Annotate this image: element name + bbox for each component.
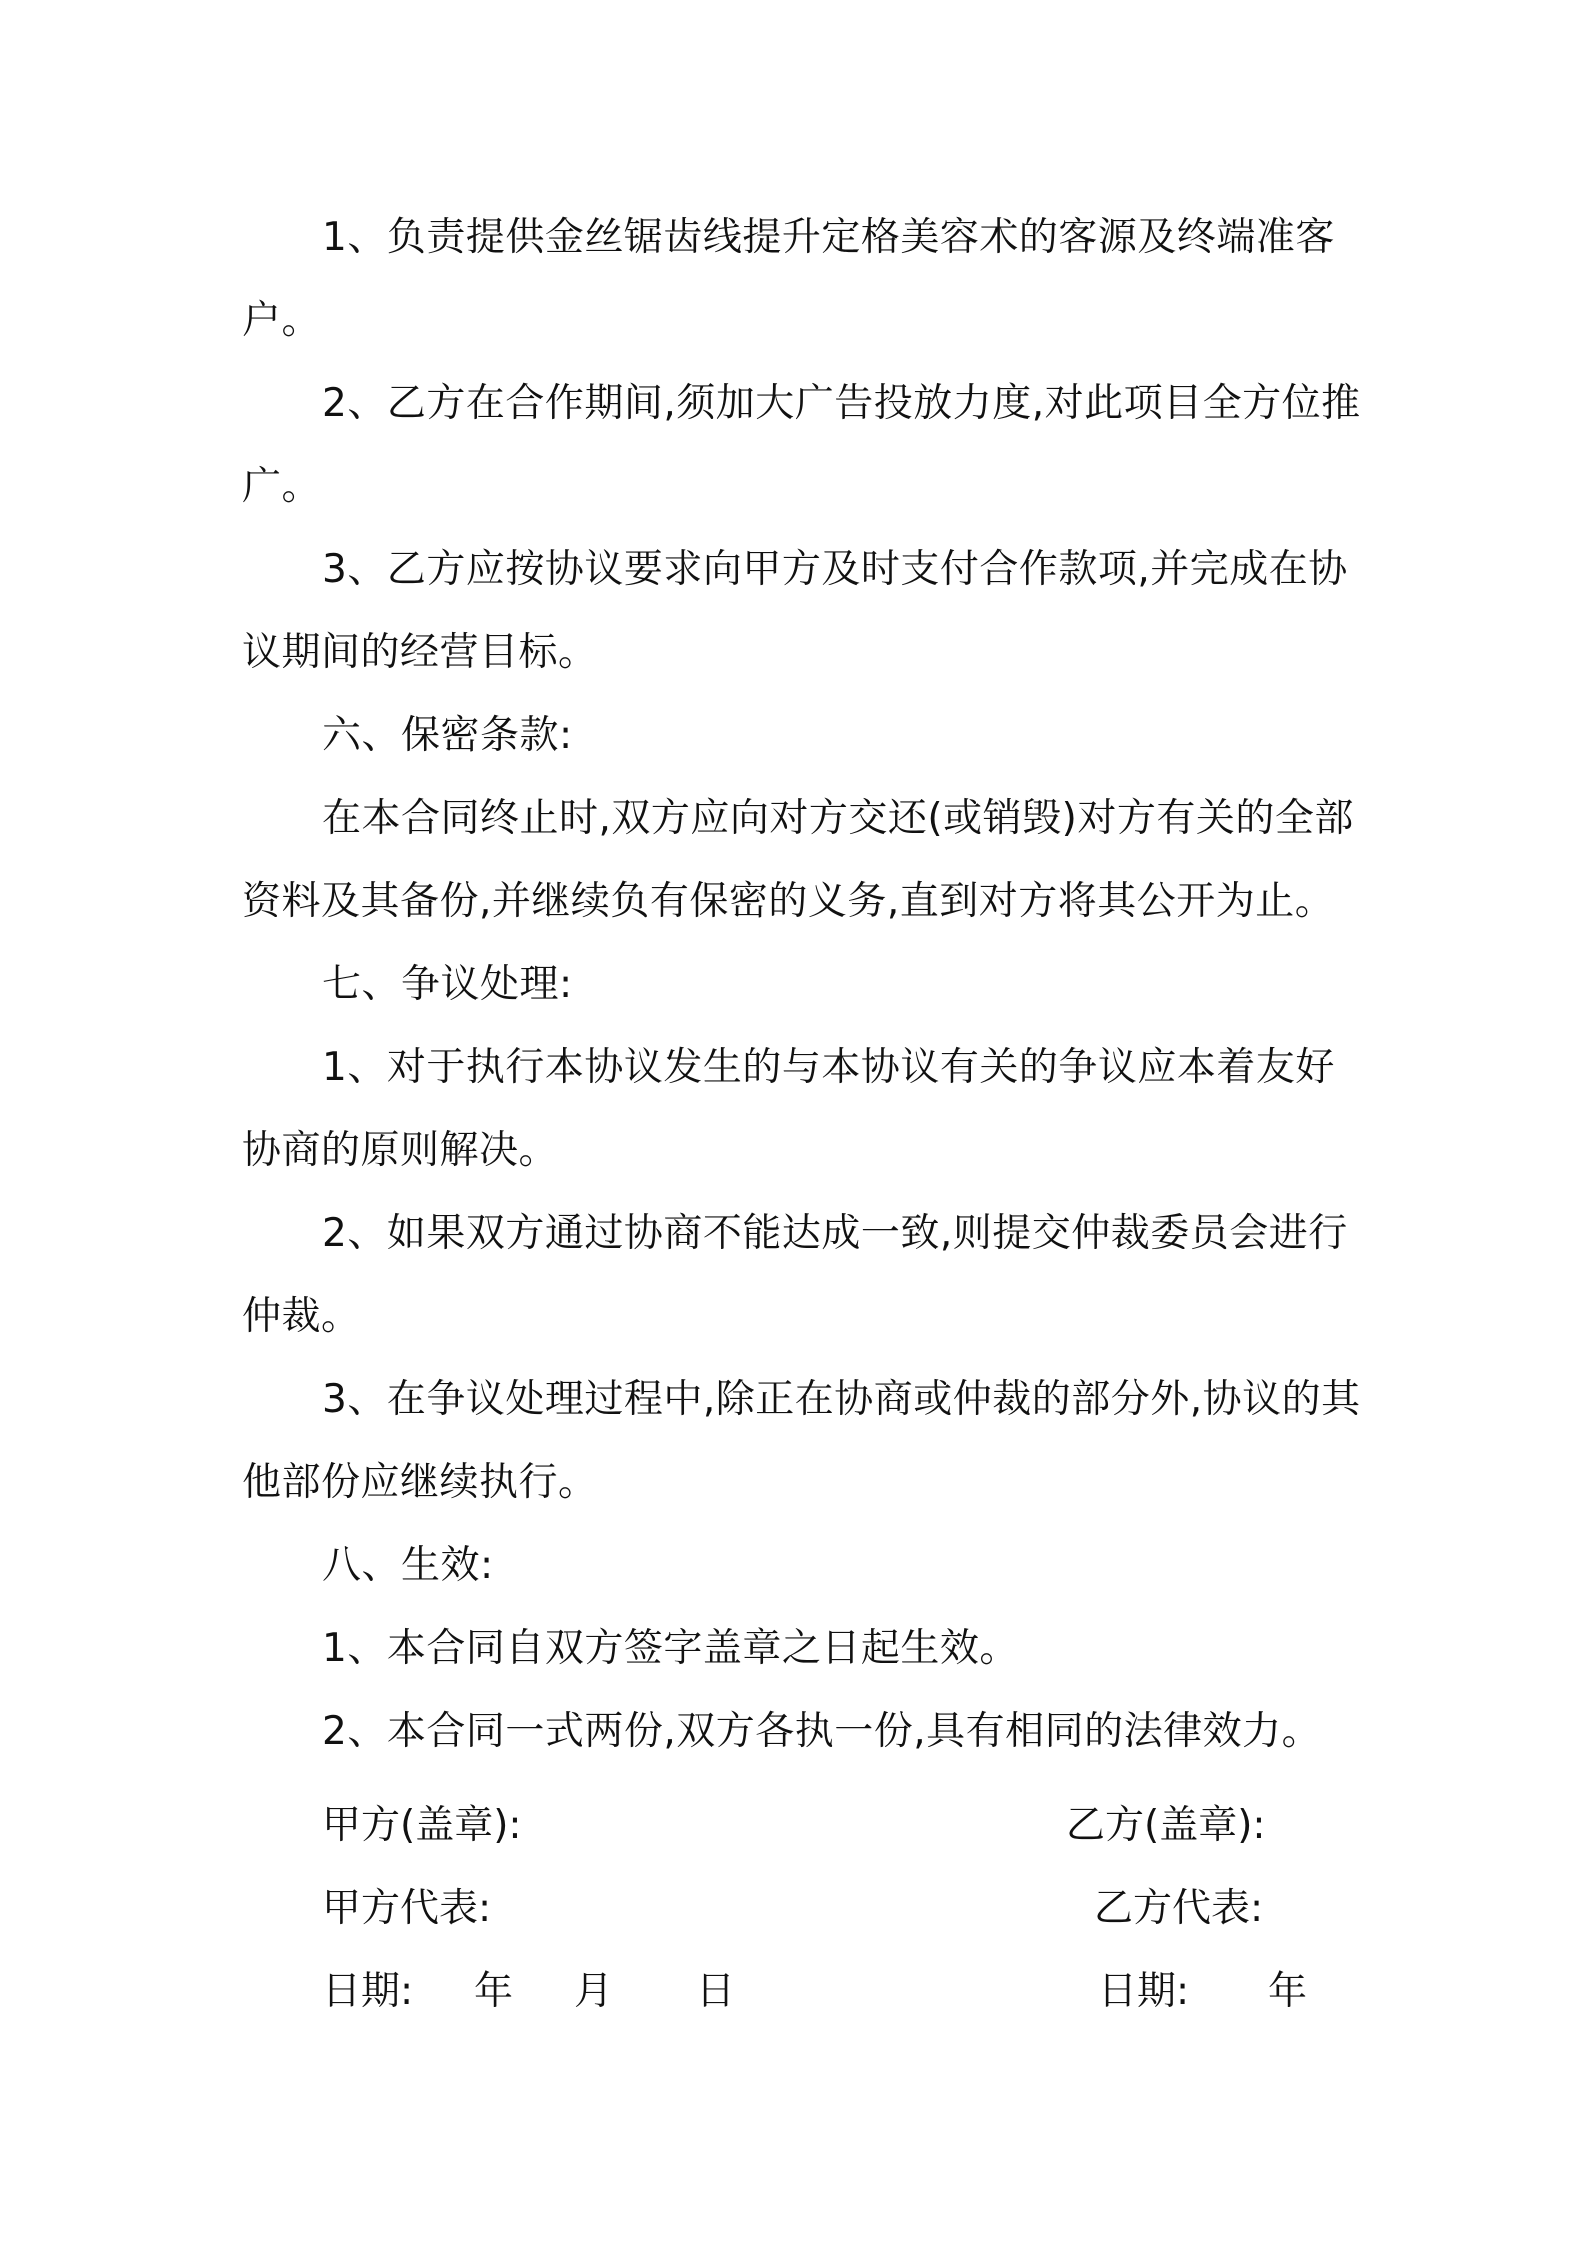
party-a-rep-label: 甲方代表:	[322, 1886, 492, 1931]
clause-b-3: 3、乙方应按协议要求向甲方及时支付合作款项,并完成在协议期间的经营目标。	[242, 547, 1348, 675]
party-a-month: 月	[574, 1969, 614, 2014]
party-b-year: 年	[1268, 1969, 1308, 2014]
section-heading-confidentiality: 六、保密条款:	[322, 713, 573, 758]
contract-body	[242, 196, 1367, 1773]
confidentiality-text: 在本合同终止时,双方应向对方交还(或销毁)对方有关的全部资料及其备份,并继续负有保密的义务,直到对方将其公开为止。	[242, 796, 1354, 924]
party-b-date-label: 日期:	[1098, 1969, 1190, 2014]
party-a-seal-label: 甲方(盖章):	[322, 1803, 522, 1848]
section-heading-dispute: 七、争议处理:	[322, 962, 573, 1007]
section-heading-effect: 八、生效:	[322, 1543, 494, 1588]
party-b-seal-label: 乙方(盖章):	[1066, 1803, 1266, 1848]
party-a-year: 年	[474, 1969, 514, 2014]
party-a-date-label: 日期:	[322, 1969, 414, 2014]
effect-clause-1: 1、本合同自双方签字盖章之日起生效。	[322, 1626, 1019, 1671]
dispute-clause-2: 2、如果双方通过协商不能达成一致,则提交仲裁委员会进行仲裁。	[242, 1211, 1348, 1339]
party-b-rep-label: 乙方代表:	[1094, 1886, 1264, 1931]
effect-clause-2: 2、本合同一式两份,双方各执一份,具有相同的法律效力。	[322, 1709, 1322, 1754]
dispute-clause-3: 3、在争议处理过程中,除正在协商或仲裁的部分外,协议的其他部份应继续执行。	[242, 1377, 1361, 1505]
dispute-clause-1: 1、对于执行本协议发生的与本协议有关的争议应本着友好协商的原则解决。	[242, 1045, 1335, 1173]
clause-b-2: 2、乙方在合作期间,须加大广告投放力度,对此项目全方位推广。	[242, 381, 1361, 509]
clause-b-1: 1、负责提供金丝锯齿线提升定格美容术的客源及终端准客户。	[242, 215, 1335, 343]
party-a-day: 日	[696, 1969, 736, 2014]
